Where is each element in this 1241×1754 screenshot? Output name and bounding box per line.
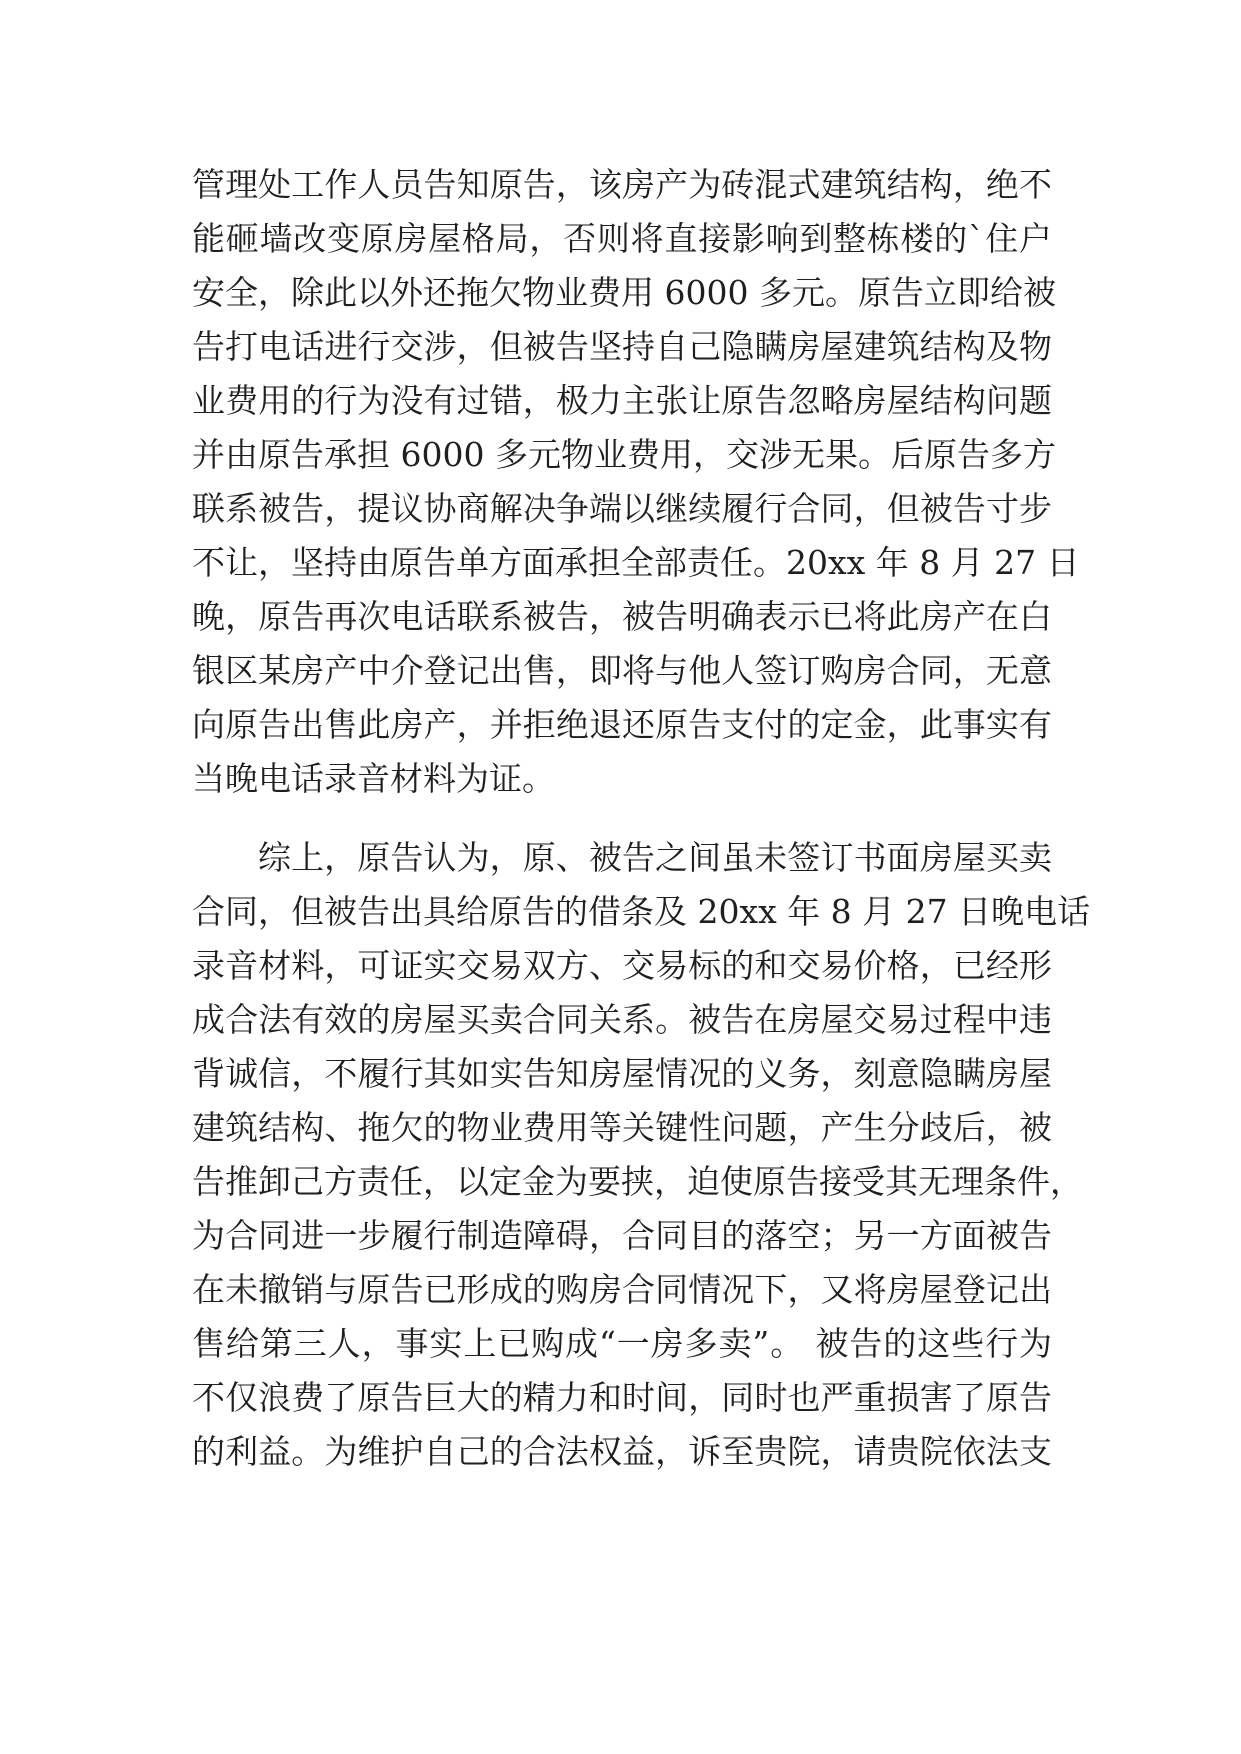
text-line: 管理处工作人员告知原告，该房产为砖混式建筑结构，绝不 [192, 165, 1052, 204]
paragraph-1 [192, 158, 1080, 806]
text-line: 建筑结构、拖欠的物业费用等关键性问题，产生分歧后，被 [192, 1108, 1052, 1147]
text-line: 不让，坚持由原告单方面承担全部责任。20xx 年 8 月 27 日 [192, 543, 1080, 582]
text-line: 银区某房产中介登记出售，即将与他人签订购房合同，无意 [192, 651, 1052, 690]
text-line: 录音材料，可证实交易双方、交易标的和交易价格，已经形 [192, 946, 1052, 985]
text-line: 综上，原告认为，原、被告之间虽未签订书面房屋买卖 [258, 838, 1052, 877]
text-line: 合同，但被告出具给原告的借条及 20xx 年 8 月 27 日晚电话 [192, 892, 1091, 931]
text-line: 不仅浪费了原告巨大的精力和时间，同时也严重损害了原告 [192, 1378, 1052, 1417]
text-line: 为合同进一步履行制造障碍，合同目的落空；另一方面被告 [192, 1216, 1052, 1255]
text-line: 背诚信，不履行其如实告知房屋情况的义务，刻意隐瞒房屋 [192, 1054, 1052, 1093]
text-line: 联系被告，提议协商解决争端以继续履行合同，但被告寸步 [192, 489, 1052, 528]
text-line: 告推卸己方责任，以定金为要挟，迫使原告接受其无理条件， [192, 1162, 1083, 1201]
text-line: 能砸墙改变原房屋格局，否则将直接影响到整栋楼的`住户 [192, 219, 1052, 258]
text-line: 并由原告承担 6000 多元物业费用，交涉无果。后原告多方 [192, 435, 1056, 474]
paragraph-2 [192, 831, 1091, 1479]
text-line: 安全，除此以外还拖欠物业费用 6000 多元。原告立即给被 [192, 273, 1056, 312]
text-line: 当晚电话录音材料为证。 [192, 759, 555, 798]
text-line: 业费用的行为没有过错，极力主张让原告忽略房屋结构问题 [192, 381, 1052, 420]
text-line: 成合法有效的房屋买卖合同关系。被告在房屋交易过程中违 [192, 1000, 1052, 1039]
text-line: 的利益。为维护自己的合法权益，诉至贵院，请贵院依法支 [192, 1432, 1052, 1471]
text-line: 告打电话进行交涉，但被告坚持自己隐瞒房屋建筑结构及物 [192, 327, 1052, 366]
text-line: 晚，原告再次电话联系被告，被告明确表示已将此房产在白 [192, 597, 1052, 636]
text-line: 向原告出售此房产，并拒绝退还原告支付的定金，此事实有 [192, 705, 1052, 744]
text-line: 在未撤销与原告已形成的购房合同情况下，又将房屋登记出 [192, 1270, 1052, 1309]
text-line: 售给第三人，事实上已购成“一房多卖”。 被告的这些行为 [192, 1324, 1052, 1363]
